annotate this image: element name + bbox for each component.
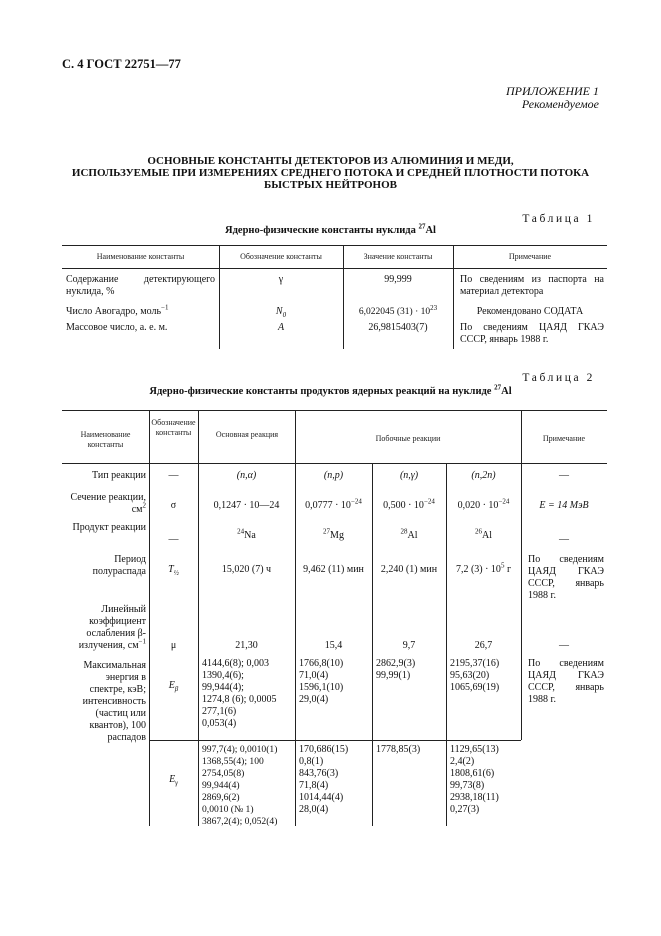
main-title <box>40 155 621 191</box>
table2-header-main: Основная реакция <box>215 430 279 439</box>
table1-row-note: По сведениям ЦАЯД ГКАЭ СССР, январь 1988 г. <box>460 322 604 345</box>
table2-row-note: По сведениям ЦАЯД ГКАЭ СССР, январь 1988 г. <box>528 658 604 705</box>
table2-row-note: — <box>559 470 569 481</box>
table1-header-name: Наименование константы <box>96 252 185 261</box>
main-title-line: БЫСТРЫХ НЕЙТРОНОВ <box>263 179 397 191</box>
table2-row-symbol: μ <box>170 640 177 651</box>
appendix-block <box>506 85 599 111</box>
table1-row-note: По сведениям из паспорта на материал детектора <box>460 274 604 297</box>
table2-row-note: По сведениям ЦАЯД ГКАЭ СССР, январь 1988 г. <box>528 554 604 601</box>
appendix-status: Рекомендуемое <box>521 97 599 111</box>
table2 <box>62 410 607 826</box>
main-title-line: ОСНОВНЫЕ КОНСТАНТЫ ДЕТЕКТОРОВ ИЗ АЛЮМИНИЯ И МЕДИ, <box>147 155 514 167</box>
table1-header-symbol: Обозначение константы <box>240 252 322 261</box>
table1-header-value: Значение константы <box>363 252 433 261</box>
table1-row-symbol: γ <box>278 274 284 285</box>
table2-cell-side: 1129,65(13) 2,4(2) 1808,61(6) 99,73(8) 2938,18(11) 0,27(3) <box>450 744 499 815</box>
table2-cell-main: $^{24}$Na <box>237 527 256 541</box>
table1 <box>62 245 607 350</box>
table2-row-symbol: $T_{\frac{1}{2}}$ <box>168 564 179 577</box>
table2-row-name: Сечение реакции, $см^2$ <box>70 492 146 515</box>
table2-cell-side: 1778,85(3) <box>376 744 421 755</box>
table2-cell-side: $0,500 \cdot 10^{-24}$ <box>383 497 435 511</box>
table2-cell-side: (n,2n) <box>471 470 496 481</box>
table2-cell-side: (n,γ) <box>399 470 419 481</box>
table2-cell-main: 21,30 <box>235 640 258 651</box>
table2-title: Ядерно-физические константы продуктов ядерных реакций на нуклиде $^{27}$Al <box>149 383 512 397</box>
table1-row-name: Содержание детектирующего нуклида, % <box>66 274 215 297</box>
table2-cell-side: $^{28}$Al <box>400 527 418 541</box>
table2-row-name: Продукт реакции <box>72 522 146 533</box>
table1-row-symbol: A <box>277 322 285 333</box>
table1-row-name: Число Авогадро, моль$^{-1}$ <box>66 303 169 317</box>
table2-cell-side: 2195,37(16) 95,63(20) 1065,69(19) <box>450 658 500 693</box>
table1-row-name: Массовое число, а. е. м. <box>66 322 168 333</box>
table2-cell-side: (n,p) <box>323 470 344 481</box>
table2-cell-main: 0,1247 · 10—24 <box>213 500 280 511</box>
table1-row-symbol: $N_0$ <box>275 306 287 319</box>
table2-cell-side: $0,0777 \cdot 10^{-24}$ <box>305 497 362 511</box>
table2-cell-main: 15,020 (7) ч <box>221 564 272 575</box>
table2-row-symbol: $E_\gamma$ <box>169 774 178 787</box>
table2-row-symbol: — <box>168 534 179 545</box>
table2-row-name: Линейный коэффициент ослабления β-излучения, $см^{-1}$ <box>78 604 146 651</box>
page-code: С. 4 ГОСТ 22751—77 <box>62 57 181 71</box>
table2-cell-side: $^{26}$Al <box>475 527 492 541</box>
table2-cell-main: (n,α) <box>236 470 257 481</box>
table2-cell-side: $0,020 \cdot 10^{-24}$ <box>457 497 510 511</box>
table2-cell-side: 15,4 <box>324 640 343 651</box>
table2-row-name: Максимальная энергия в спектре, кэВ; интенсивность (частиц или квантов), 100 распадов <box>82 660 146 743</box>
table2-label: Таблица 2 <box>522 372 595 384</box>
table2-row-symbol: — <box>168 470 179 481</box>
table2-cell-main: 997,7(4); 0,0010(1) 1368,55(4); 100 2754,05(8) 99,944(4) 2869,6(2) 0,0010 (№ 1) 3867,2(4); 0,052(4) <box>202 744 278 827</box>
table2-header-name: Наименование константы <box>80 430 131 449</box>
main-title-line: ИСПОЛЬЗУЕМЫЕ ПРИ ИЗМЕРЕНИЯХ СРЕДНЕГО ПОТОКА И СРЕДНЕЙ ПЛОТНОСТИ ПОТОКА <box>71 167 590 179</box>
table2-cell-side: 170,686(15) 0,8(1) 843,76(3) 71,8(4) 1014,44(4) 28,0(4) <box>299 744 349 815</box>
table2-cell-side: 26,7 <box>474 640 493 651</box>
table2-header-side: Побочные реакции <box>375 434 441 443</box>
table2-row-symbol: σ <box>170 500 177 511</box>
table2-cell-side: 7,2 $(3) \cdot 10^5$ г <box>455 561 512 575</box>
table2-cell-side: 1766,8(10) 71,0(4) 1596,1(10) 29,0(4) <box>299 658 344 705</box>
table2-row-note: E = 14 МэВ <box>539 500 589 511</box>
table2-header-symbol: Обозначение константы <box>151 418 196 437</box>
table2-cell-side: 9,7 <box>402 640 416 651</box>
table1-row-value: 6,022045 $(31) \cdot 10^{23}$ <box>358 303 438 317</box>
table2-cell-main: 4144,6(8); 0,003 1390,4(6); 99,944(4); 1274,8 (6); 0,0005 277,1(6) 0,053(4) <box>202 658 277 729</box>
table2-cell-side: 2,240 (1) мин <box>380 564 438 575</box>
table1-row-note: Рекомендовано СОДАТА <box>476 306 584 317</box>
table2-row-symbol: $E_\beta$ <box>168 680 179 693</box>
table2-cell-side: $^{27}$Mg <box>323 527 344 541</box>
table2-cell-side: 2862,9(3) 99,99(1) <box>376 658 416 681</box>
table1-row-value: 99,999 <box>384 274 412 285</box>
table2-cell-side: 9,462 (11) мин <box>303 564 364 575</box>
table1-header-note: Примечание <box>508 252 552 261</box>
table1-title: Ядерно-физические константы нуклида $^{27}$Al <box>225 222 436 236</box>
table1-row-value: 26,9815403(7) <box>368 322 428 333</box>
table2-row-name: Тип реакции <box>92 470 146 481</box>
table2-header-note: Примечание <box>542 434 586 443</box>
table2-row-note: — <box>559 534 569 545</box>
table2-row-note: — <box>559 640 569 651</box>
table2-row-name: Период полураспада <box>92 554 146 577</box>
appendix-label: ПРИЛОЖЕНИЕ 1 <box>506 84 599 98</box>
table1-label: Таблица 1 <box>522 213 595 225</box>
